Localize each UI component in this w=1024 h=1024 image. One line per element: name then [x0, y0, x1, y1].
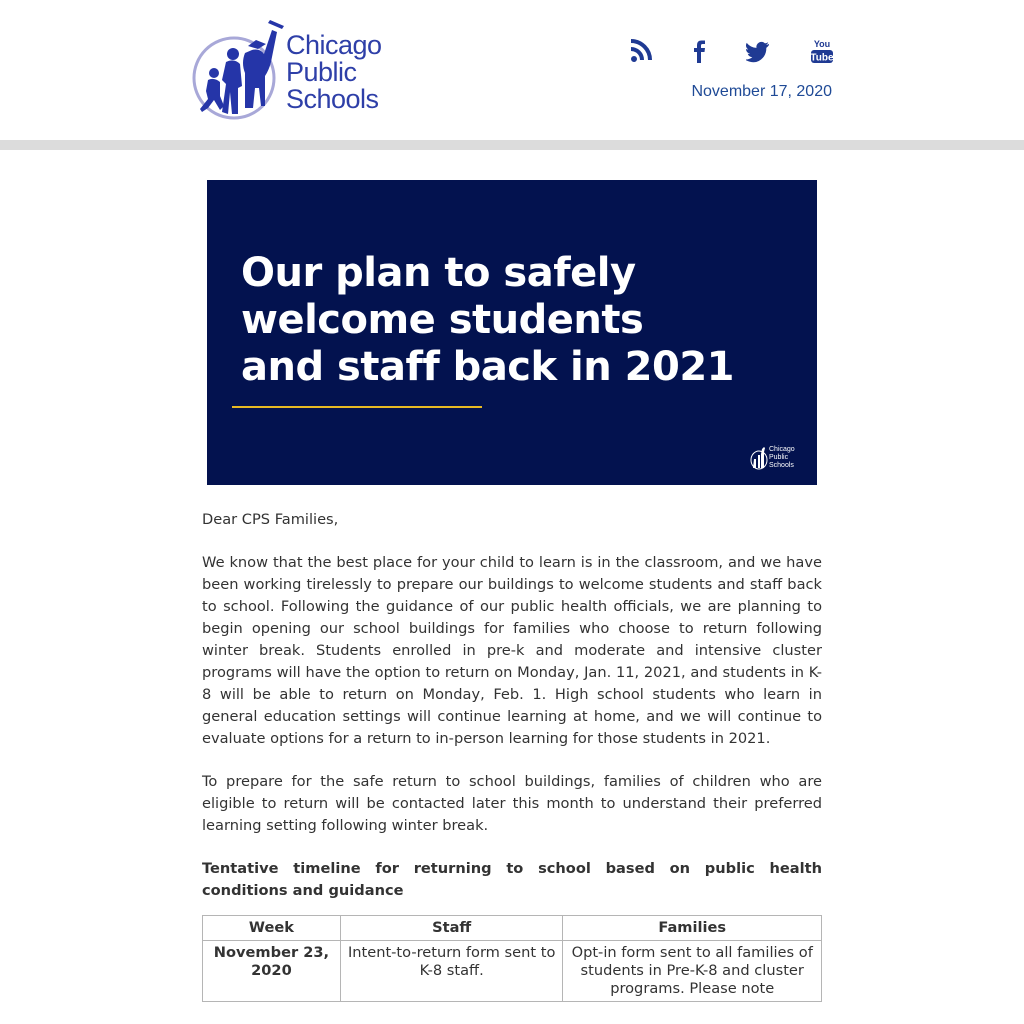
- svg-text:You: You: [813, 39, 831, 49]
- cps-logo[interactable]: [190, 16, 415, 124]
- logo-line-2: Public: [286, 57, 357, 87]
- svg-text:Tube: Tube: [810, 52, 834, 64]
- twitter-icon: [746, 36, 770, 66]
- table-header-row: [203, 916, 822, 941]
- hero-logo-line-2: Public: [769, 454, 789, 461]
- newsletter-date: November 17, 2020: [691, 83, 832, 100]
- paragraph-prepare: To prepare for the safe return to school buildings, families of children who are eligible to return will be contacted later this month to understand their preferred learning setting following winter break.: [202, 773, 822, 834]
- hero-gold-rule: [232, 406, 482, 408]
- timeline-heading: Tentative timeline for returning to school based on public health conditions and guidance: [202, 860, 822, 899]
- cps-logo-text: [286, 32, 382, 113]
- rss-icon: [630, 36, 652, 66]
- hero-title-line-3: and staff back in 2021: [241, 344, 734, 390]
- hero-title-line-1: Our plan to safely: [241, 250, 636, 296]
- hero-logo-line-1: Chicago: [769, 446, 795, 453]
- logo-line-3: Schools: [286, 84, 379, 114]
- facebook-link[interactable]: [691, 36, 707, 66]
- hero-title-line-2: welcome students: [241, 297, 644, 343]
- hero-logo-text: [769, 446, 795, 470]
- hero-banner-image: [207, 180, 817, 485]
- logo-line-1: Chicago: [286, 30, 382, 60]
- letter-body: [202, 509, 822, 1002]
- youtube-icon: [810, 36, 834, 66]
- paragraph-intro: We know that the best place for your child to learn is in the classroom, and we have been working tirelessly to prepare our buildings to welcome students and staff back to school. Following the guidance of our public health officials, we are planning to begin opening our school buildings for families who choose to return following winter break. Students enrolled in pre-k and moderate and intensive cluster programs will have the option to return on Monday, Jan. 11, 2021, and students in K-8 will be able to return on Monday, Feb. 1. High school students who learn in general education settings will continue learning at home, and we will continue to evaluate options for a return to in-person learning for those students in 2021.: [202, 554, 822, 747]
- hero-cps-logo: [750, 445, 806, 473]
- cell-staff: Intent-to-return form sent to K-8 staff.: [340, 941, 563, 1002]
- greeting: Dear CPS Families,: [202, 511, 339, 528]
- cell-families: Opt-in form sent to all families of students in Pre-K-8 and cluster programs. Please note: [563, 941, 822, 1002]
- youtube-link[interactable]: [810, 36, 834, 66]
- table-row: [203, 941, 822, 1002]
- hero-title: [241, 250, 734, 391]
- twitter-link[interactable]: [746, 36, 770, 66]
- timeline-table: [202, 915, 822, 1002]
- header-divider: [0, 140, 1024, 150]
- cell-week: November 23, 2020: [203, 941, 341, 1002]
- column-header-staff: Staff: [340, 916, 563, 941]
- hero-logo-line-3: Schools: [769, 462, 794, 469]
- email-header: [0, 0, 1024, 140]
- column-header-week: Week: [203, 916, 341, 941]
- facebook-icon: [691, 36, 707, 66]
- column-header-families: Families: [563, 916, 822, 941]
- rss-link[interactable]: [630, 36, 652, 66]
- cps-logo-figures-icon: [750, 445, 770, 471]
- cps-logo-figures-icon: [190, 16, 290, 124]
